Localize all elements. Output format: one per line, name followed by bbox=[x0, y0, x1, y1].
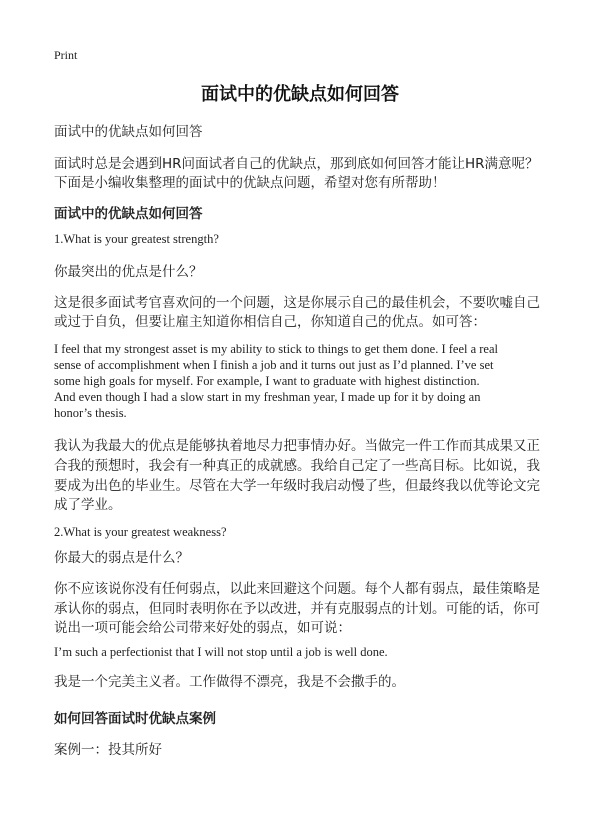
case-title: 案例一：投其所好 bbox=[54, 742, 162, 758]
q1-answer-zh-line: 我认为我最大的优点是能够执着地尽力把事情办好。当做完一件工作而其成果又正 bbox=[54, 438, 540, 454]
page-title: 面试中的优缺点如何回答 bbox=[201, 84, 399, 105]
question-1-zh: 你最突出的优点是什么？ bbox=[54, 264, 203, 280]
q2-answer-en: I’m such a perfectionist that I will not stop until a job is well done. bbox=[54, 645, 388, 659]
q1-answer-zh-line: 要成为出色的毕业生。尽管在大学一年级时我启动慢了些，但最终我以优等论文完 bbox=[54, 478, 540, 494]
q1-answer-en-line: some high goals for myself. For example, I want to graduate with highest distinction. bbox=[54, 374, 480, 388]
q2-advice-line: 说出一项可能会给公司带来好处的弱点，如可说： bbox=[54, 620, 351, 636]
q1-answer-zh-line: 成了学业。 bbox=[54, 497, 122, 513]
q2-advice-line: 你不应该说你没有任何弱点，以此来回避这个问题。每个人都有弱点，最佳策略是 bbox=[54, 581, 540, 597]
intro-line: 下面是小编收集整理的面试中的优缺点问题，希望对您有所帮助！ bbox=[54, 175, 446, 191]
question-2-zh: 你最大的弱点是什么？ bbox=[54, 550, 189, 566]
q1-advice-line: 或过于自负，但要让雇主知道你相信自己，你知道自己的优点。如可答： bbox=[54, 314, 486, 330]
question-2-en: 2.What is your greatest weakness? bbox=[54, 525, 227, 539]
q1-answer-en-line: honor’s thesis. bbox=[54, 406, 127, 420]
q1-answer-en-line: I feel that my strongest asset is my ability to stick to things to get them done. I feel a real bbox=[54, 342, 498, 356]
q1-advice-line: 这是很多面试考官喜欢问的一个问题，这是你展示自己的最佳机会，不要吹嘘自己 bbox=[54, 295, 540, 311]
q2-answer-zh: 我是一个完美主义者。工作做得不漂亮，我是不会撒手的。 bbox=[54, 674, 405, 690]
section-heading: 如何回答面试时优缺点案例 bbox=[54, 711, 216, 727]
question-1-en: 1.What is your greatest strength? bbox=[54, 232, 219, 246]
q1-answer-zh-line: 合我的预想时，我会有一种真正的成就感。我给自己定了一些高目标。比如说，我 bbox=[54, 458, 540, 474]
q2-advice-line: 承认你的弱点，但同时表明你在予以改进，并有克服弱点的计划。可能的话，你可 bbox=[54, 601, 540, 617]
q1-answer-en-line: sense of accomplishment when I finish a job and it turns out just as I’d planned. I’ve set bbox=[54, 358, 494, 372]
intro-line: 面试时总是会遇到HR问面试者自己的优缺点，那到底如何回答才能让HR满意呢？ bbox=[54, 156, 539, 172]
print-label[interactable]: Print bbox=[54, 48, 78, 62]
subtitle: 面试中的优缺点如何回答 bbox=[54, 124, 203, 140]
section-heading: 面试中的优缺点如何回答 bbox=[54, 206, 203, 222]
q1-answer-en-line: And even though I had a slow start in my freshman year, I made up for it by doing an bbox=[54, 390, 481, 404]
